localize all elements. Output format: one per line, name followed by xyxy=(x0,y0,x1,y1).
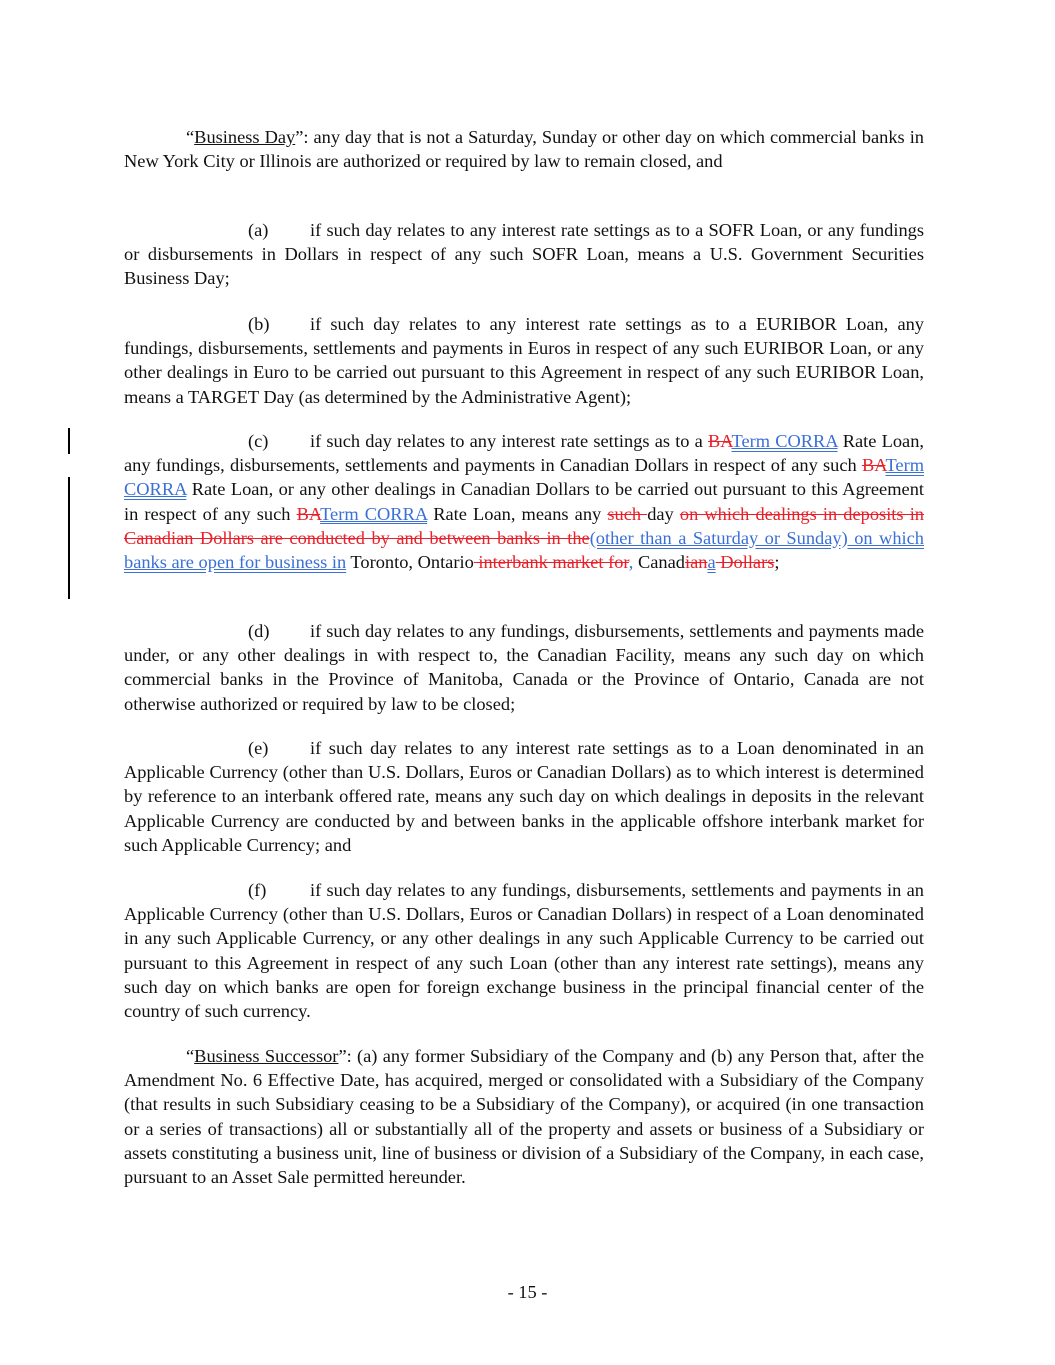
deleted-text: on which dealings in deposits in Canadian Dollars are conducted by and between banks in the xyxy=(124,503,924,548)
deleted-text: ian xyxy=(685,552,708,573)
clause-d-label: (d) xyxy=(248,621,270,641)
deleted-text: interbank market for xyxy=(473,552,629,573)
business-day-term: Business Day xyxy=(194,127,296,147)
clause-f-label: (f) xyxy=(248,880,267,900)
clause-c-text: if such day relates to any interest rate settings as to a xyxy=(310,431,708,451)
inserted-text: Term CORRA xyxy=(320,503,428,524)
clause-c-text: Rate Loan, means any xyxy=(427,503,608,524)
deleted-text: such xyxy=(607,503,648,524)
change-bar xyxy=(68,477,70,599)
change-bar xyxy=(68,428,70,454)
clause-c-text: Toronto, Ontario xyxy=(346,552,474,573)
deleted-text: BA xyxy=(861,455,886,476)
clause-c-text: Canad xyxy=(633,552,685,573)
clause-b xyxy=(124,312,924,409)
clause-a xyxy=(124,218,924,291)
business-day-definition: “Business Day”: any day that is not a Saturday, Sunday or other day on which commercial banks in New York City or Illinois are authorized or required by law to remain closed, and xyxy=(124,127,924,172)
clause-f-text: if such day relates to any fundings, disbursements, settlements and payments in an Applicable Currency (other than U.S. Dollars, Euros or Canadian Dollars) in respect of a Loan denominated in any such Applicable Currency, or any other dealings in any such Applicable Currency to be carried out pursuant to this Agreement in respect of any such Loan (other than any interest rate settings), means any such day on which banks are open for foreign exchange business in the principal financial center of the country of such currency. xyxy=(124,880,924,1022)
clause-e-label: (e) xyxy=(248,738,269,758)
business-successor-term: Business Successor xyxy=(194,1046,339,1066)
inserted-text: , xyxy=(628,552,634,573)
clause-c-text: Rate Loan, or any other dealings in Canadian Dollars to be carried out pursuant to this Agreement in respect of any such xyxy=(124,479,924,524)
clause-c-text: day xyxy=(647,503,680,524)
clause-c-text: ; xyxy=(774,552,780,573)
clause-b-label: (b) xyxy=(248,314,270,334)
clause-e xyxy=(124,736,924,857)
clause-d-text: if such day relates to any fundings, disbursements, settlements and payments made under, or any other dealings in with respect to, the Canadian Facility, means any such day on which commercial banks in the Province of Manitoba, Canada or the Province of Ontario, Canada are not otherwise authorized or required by law to be closed; xyxy=(124,621,924,714)
clause-a-text: if such day relates to any interest rate settings as to a SOFR Loan, or any fundings or disbursements in Dollars in respect of any such SOFR Loan, means a U.S. Government Securities Business Day; xyxy=(124,220,924,289)
business-day-text: ”: any day that is not a Saturday, Sunday or other day on which commercial banks in New York City or Illinois are authorized or required by law to remain closed, and xyxy=(124,127,924,172)
inserted-text: Term CORRA xyxy=(731,431,838,451)
clause-c-label: (c) xyxy=(248,431,269,451)
clause-a-label: (a) xyxy=(248,220,269,240)
inserted-text: Term CORRA xyxy=(124,455,924,500)
clause-c xyxy=(124,429,924,574)
clause-f xyxy=(124,878,924,1023)
deleted-text: Dollars xyxy=(715,552,775,573)
clause-e-text: if such day relates to any interest rate settings as to a Loan denominated in an Applicable Currency (other than U.S. Dollars, Euros or Canadian Dollars) as to which interest is determined by reference to an interbank offered rate, means any such day on which dealings in deposits in the relevant Applicable Currency are conducted by and between banks in the applicable offshore interbank market for such Applicable Currency; and xyxy=(124,738,924,855)
clause-d xyxy=(124,619,924,716)
page-number: - 15 - xyxy=(507,1282,548,1302)
inserted-text: (other than a Saturday or Sunday) on which banks are open for business in xyxy=(124,527,924,573)
deleted-text: BA xyxy=(708,431,732,451)
business-successor-text: ”: (a) any former Subsidiary of the Company and (b) any Person that, after the Amendment No. 6 Effective Date, has acquired, merged or consolidated with a Subsidiary of the Company (that results in such Subsidiary ceasing to be a Subsidiary of the Company), or acquired (in one transaction or a series of transactions) all or substantially all of the property and assets or business of a Subsidiary or assets constituting a business unit, line of business or division of a Subsidiary of the Company, in each case, pursuant to an Asset Sale permitted hereunder. xyxy=(124,1046,924,1188)
deleted-text: BA xyxy=(296,503,321,524)
clause-b-text: if such day relates to any interest rate settings as to a EURIBOR Loan, any fundings, disbursements, settlements and payments in Euros in respect of any such EURIBOR Loan, or any other dealings in Euro to be carried out pursuant to this Agreement in respect of any such EURIBOR Loan, means a TARGET Day (as determined by the Administrative Agent); xyxy=(124,314,924,407)
business-successor-definition: “Business Successor”: (a) any former Subsidiary of the Company and (b) any Person that, after the Amendment No. 6 Effective Date, has acquired, merged or consolidated with a Subsidiary of the Company (that results in such Subsidiary ceasing to be a Subsidiary of the Company), or acquired (in one transaction or a series of transactions) all or substantially all of the property and assets or business of a Subsidiary or assets constituting a business unit, line of business or division of a Subsidiary of the Company, in each case, pursuant to an Asset Sale permitted hereunder. xyxy=(124,1046,924,1188)
inserted-text: a xyxy=(707,552,716,573)
clause-c-text: Rate Loan, any fundings, disbursements, settlements and payments in Canadian Dollars in respect of any such xyxy=(124,431,924,476)
